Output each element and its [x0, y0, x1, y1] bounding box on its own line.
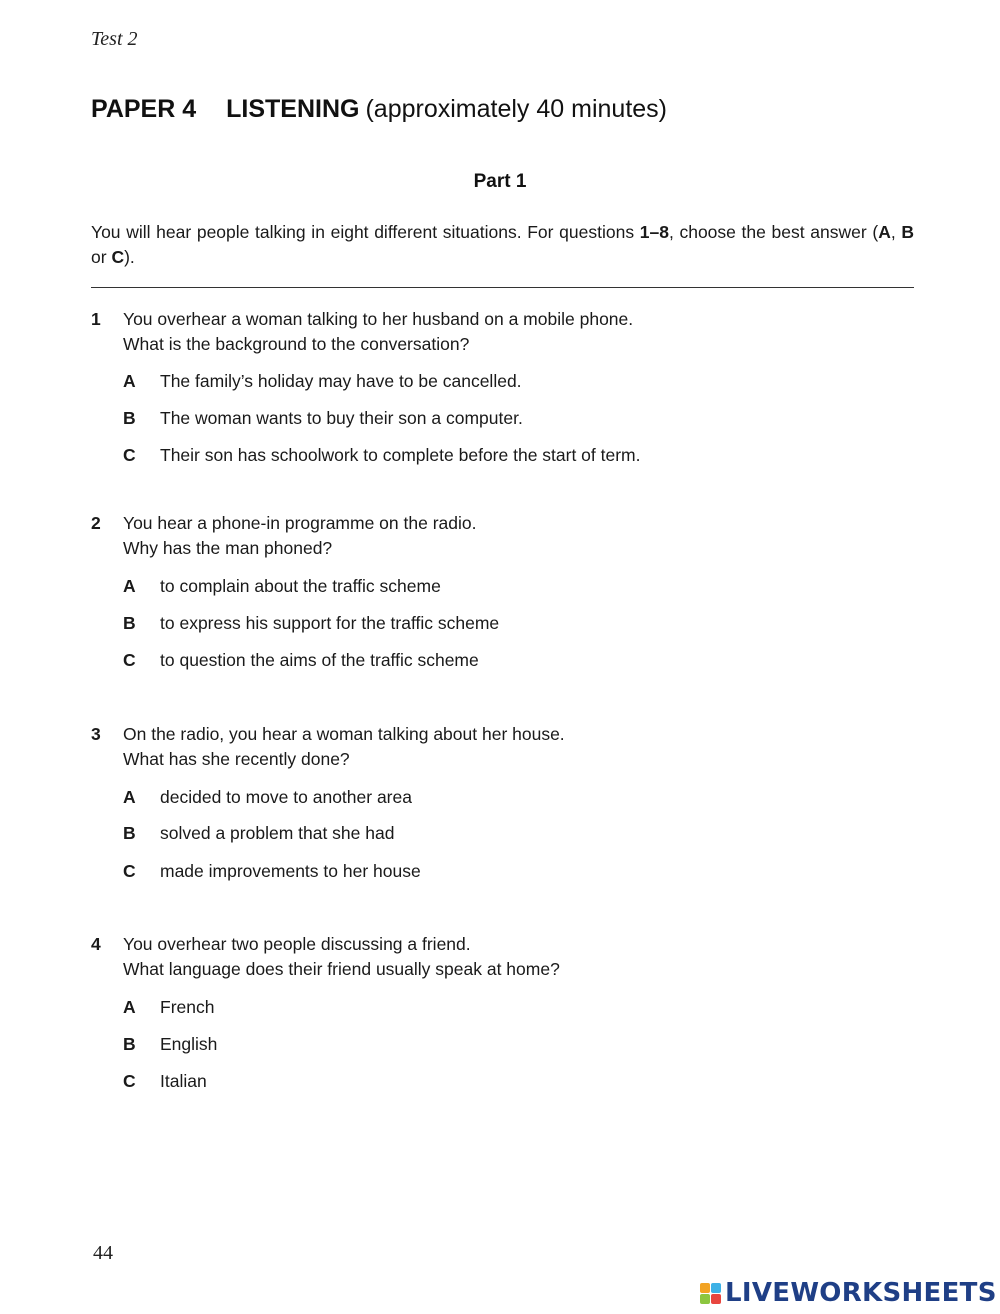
option-text: to question the aims of the traffic scheme — [160, 650, 479, 670]
option-text: Their son has schoolwork to complete before the start of term. — [160, 445, 641, 465]
option-text: The woman wants to buy their son a computer. — [160, 408, 523, 428]
option-text: to express his support for the traffic scheme — [160, 613, 500, 633]
logo-square — [700, 1283, 710, 1293]
question-prompt — [123, 722, 565, 772]
option-text: solved a problem that she had — [160, 823, 395, 843]
part-title: Part 1 — [473, 171, 527, 192]
question-number: 2 — [91, 513, 101, 533]
option-letter: A — [123, 576, 136, 596]
option-letter: C — [123, 650, 136, 670]
option-text: English — [160, 1034, 218, 1054]
question-prompt — [123, 932, 560, 982]
option-text: decided to move to another area — [160, 787, 412, 807]
instructions-text: ). — [124, 247, 135, 267]
option-letter: C — [123, 1071, 136, 1091]
question-number: 3 — [91, 724, 101, 744]
question-context: On the radio, you hear a woman talking about her house. — [123, 724, 565, 744]
option-b[interactable] — [123, 1032, 217, 1057]
question-context: You overhear a woman talking to her husband on a mobile phone. — [123, 309, 634, 329]
paper-number: PAPER 4 — [91, 95, 197, 123]
option-text: made improvements to her house — [160, 861, 421, 881]
question-stem: What has she recently done? — [123, 749, 350, 769]
paper-duration: (approximately 40 minutes) — [365, 95, 667, 123]
option-a[interactable] — [123, 574, 441, 599]
paper-heading — [91, 95, 667, 124]
option-letter: A — [123, 371, 136, 391]
logo-square — [711, 1294, 721, 1304]
option-letter: B — [123, 613, 136, 633]
question-range: 1–8 — [639, 222, 669, 242]
question-context: You overhear two people discussing a friend. — [123, 934, 471, 954]
option-c[interactable] — [123, 443, 641, 468]
instructions-text: , — [890, 222, 902, 242]
paper-name: LISTENING — [226, 95, 360, 123]
option-letter: B — [123, 408, 136, 428]
option-letter: A — [123, 787, 136, 807]
question-prompt — [123, 511, 476, 561]
option-letter: C — [123, 445, 136, 465]
question-number: 4 — [91, 934, 101, 954]
answer-letter: C — [111, 247, 125, 267]
question-stem: Why has the man phoned? — [123, 538, 333, 558]
answer-letter: B — [901, 222, 915, 242]
option-a[interactable] — [123, 785, 412, 810]
question-stem: What language does their friend usually speak at home? — [123, 959, 560, 979]
option-text: to complain about the traffic scheme — [160, 576, 441, 596]
question-context: You hear a phone-in programme on the radio. — [123, 513, 477, 533]
option-c[interactable] — [123, 859, 421, 884]
question-number: 1 — [91, 309, 101, 329]
option-text: Italian — [160, 1071, 207, 1091]
option-a[interactable] — [123, 995, 214, 1020]
option-text: The family’s holiday may have to be cancelled. — [160, 371, 522, 391]
instructions-text: You will hear people talking in eight different situations. For questions — [91, 222, 640, 242]
option-b[interactable] — [123, 821, 394, 846]
logo-square — [700, 1294, 710, 1304]
option-b[interactable] — [123, 611, 499, 636]
option-letter: A — [123, 997, 136, 1017]
option-c[interactable] — [123, 648, 479, 673]
instructions-text: , choose the best answer ( — [668, 222, 879, 242]
instructions — [91, 220, 914, 270]
question-prompt — [123, 307, 633, 357]
liveworksheets-logo-icon — [700, 1283, 721, 1304]
running-head: Test 2 — [91, 28, 138, 50]
question-stem: What is the background to the conversation? — [123, 334, 470, 354]
divider-rule — [91, 287, 914, 288]
liveworksheets-watermark — [700, 1276, 997, 1310]
answer-letter: A — [878, 222, 891, 242]
instructions-text: or — [91, 247, 112, 267]
option-b[interactable] — [123, 406, 523, 431]
logo-square — [711, 1283, 721, 1293]
page-number: 44 — [93, 1242, 113, 1264]
option-text: French — [160, 997, 215, 1017]
option-letter: B — [123, 1034, 136, 1054]
option-letter: C — [123, 861, 136, 881]
watermark-text: LIVEWORKSHEETS — [725, 1278, 997, 1308]
option-letter: B — [123, 823, 136, 843]
option-a[interactable] — [123, 369, 522, 394]
option-c[interactable] — [123, 1069, 207, 1094]
